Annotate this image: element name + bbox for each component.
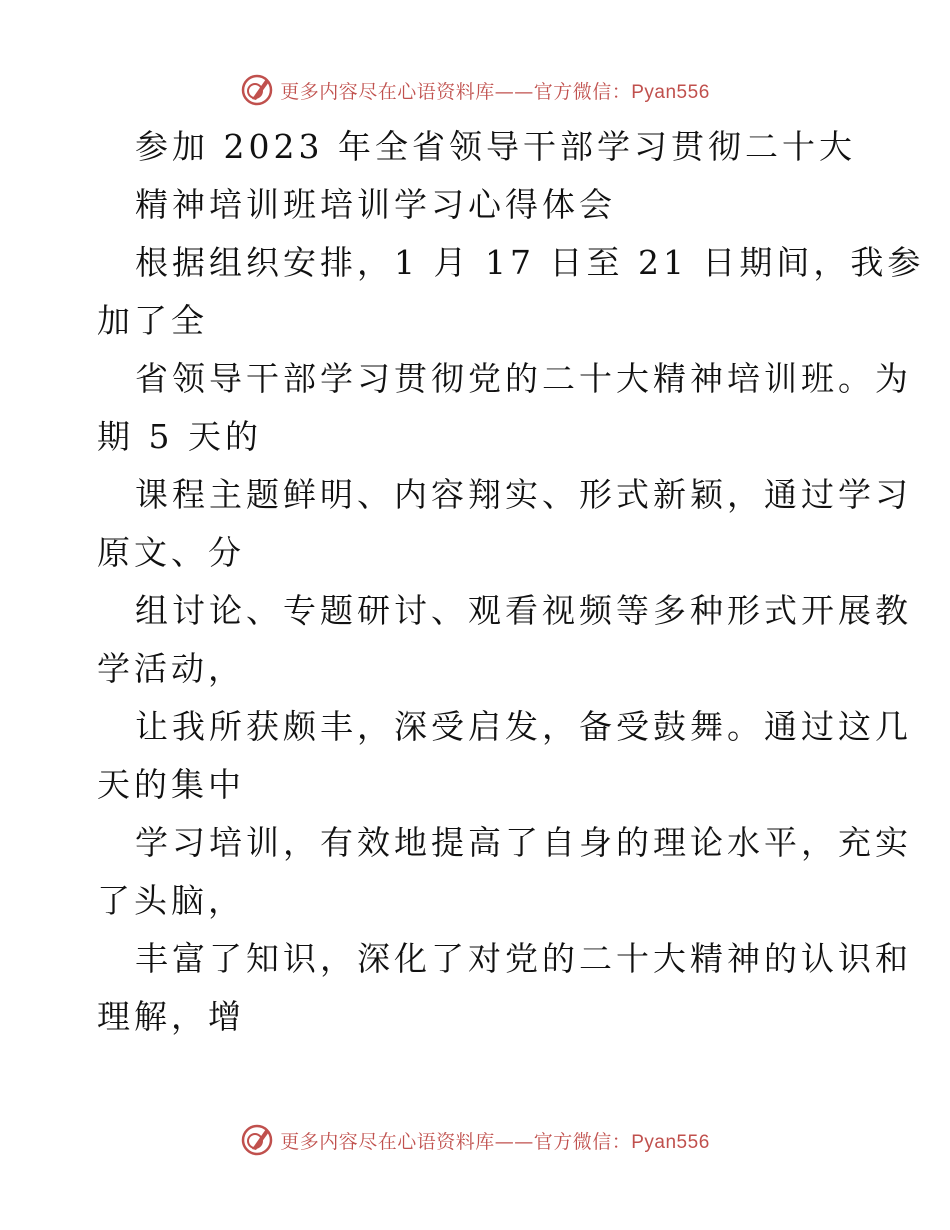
paragraph-line: 了头脑，	[97, 881, 245, 920]
footer-banner-text: 更多内容尽在心语资料库——官方微信：Pyan556	[280, 1130, 710, 1153]
document-title-line-1: 参加 2023 年全省领导干部学习贯彻二十大	[135, 127, 856, 166]
paragraph-line: 天的集中	[97, 765, 245, 804]
paragraph-line: 原文、分	[97, 533, 245, 572]
document-title-line-2: 精神培训班培训学习心得体会	[135, 185, 616, 224]
paragraph-line: 省领导干部学习贯彻党的二十大精神培训班。为	[135, 359, 912, 398]
paragraph-line: 根据组织安排，1 月 17 日至 21 日期间，我参	[135, 243, 925, 282]
paragraph-line: 课程主题鲜明、内容翔实、形式新颖，通过学习	[135, 475, 912, 514]
paragraph-line: 期 5 天的	[97, 417, 262, 456]
paragraph-line: 让我所获颇丰，深受启发，备受鼓舞。通过这几	[135, 707, 912, 746]
paragraph-line: 学活动，	[97, 649, 245, 688]
header-watermark-banner	[0, 70, 950, 110]
paragraph-line: 丰富了知识，深化了对党的二十大精神的认识和	[135, 939, 912, 978]
quill-pen-logo-icon	[240, 73, 274, 107]
paragraph-line: 加了全	[97, 301, 208, 340]
paragraph-line: 理解，增	[97, 997, 245, 1036]
quill-pen-logo-icon	[240, 1123, 274, 1157]
footer-watermark-banner	[0, 1120, 950, 1160]
header-banner-text: 更多内容尽在心语资料库——官方微信：Pyan556	[280, 80, 710, 103]
paragraph-line: 学习培训，有效地提高了自身的理论水平，充实	[135, 823, 912, 862]
paragraph-line: 组讨论、专题研讨、观看视频等多种形式开展教	[135, 591, 912, 630]
